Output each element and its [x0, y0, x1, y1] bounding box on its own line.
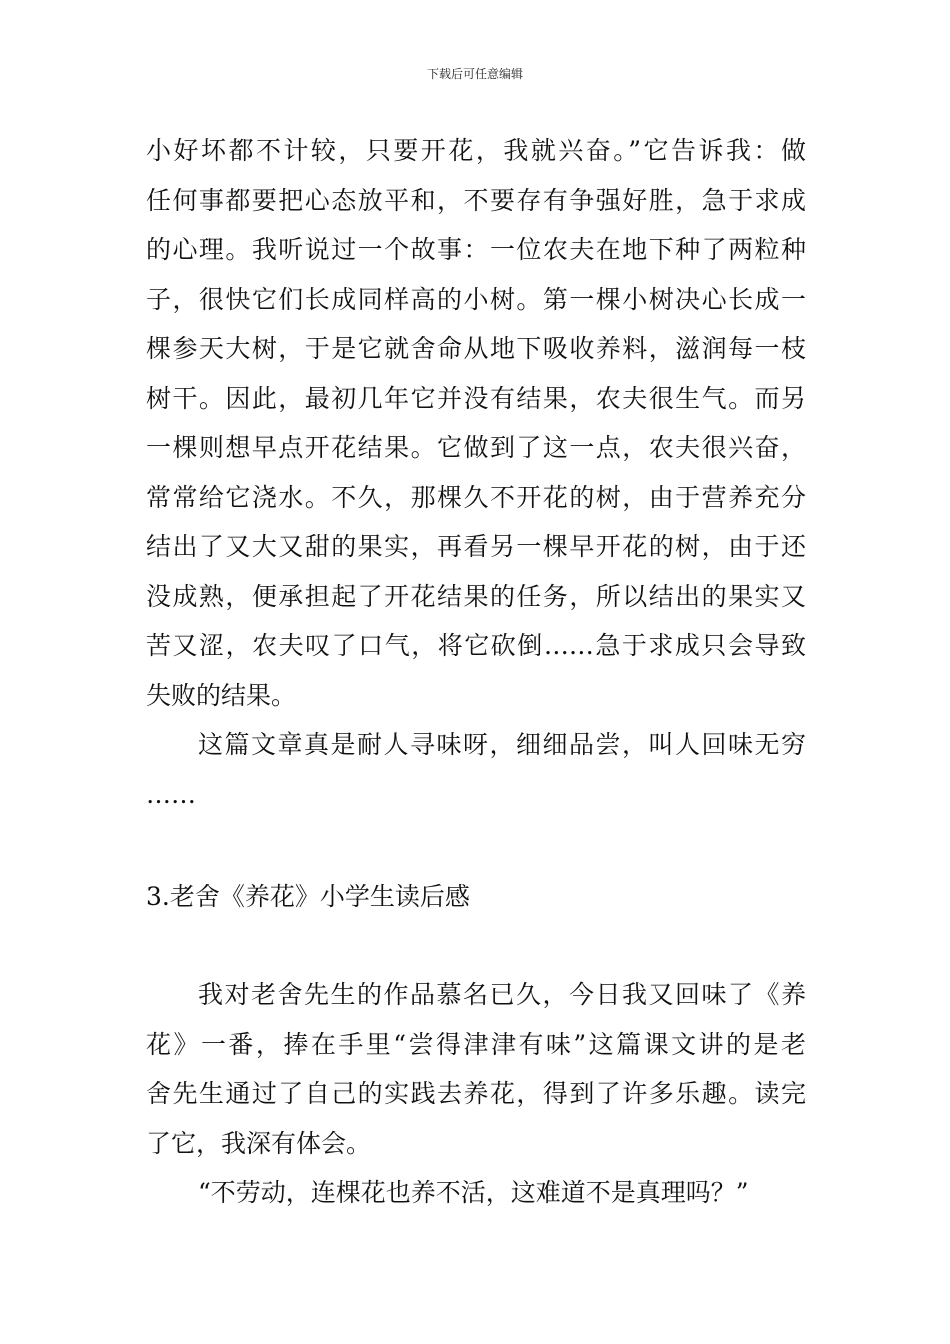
text-line: 没成熟，便承担起了开花结果的任务，所以结出的果实又: [146, 581, 806, 611]
text-line: 花》一番，捧在手里“尝得津津有味”这篇课文讲的是老: [146, 1029, 806, 1059]
text-line: 的心理。我听说过一个故事：一位农夫在地下种了两粒种: [146, 235, 806, 264]
text-line: 子，很快它们长成同样高的小树。第一棵小树决心长成一: [146, 284, 806, 314]
text-line: 棵参天大树，于是它就舍命从地下吸收养料，滋润每一枝: [146, 334, 806, 363]
text-line: 苦又涩，农夫叹了口气，将它砍倒……急于求成只会导致: [146, 631, 806, 660]
text-line: ……: [146, 779, 196, 809]
text-line: 舍先生通过了自己的实践去养花，得到了许多乐趣。读完: [146, 1079, 806, 1108]
section-heading: 3.老舍《养花》小学生读后感: [146, 882, 470, 911]
story-paragraph-block: [146, 126, 806, 819]
text-line: 一棵则想早点开花结果。它做到了这一点，农夫很兴奋，: [146, 433, 806, 462]
quote-paragraph-block: [146, 1168, 806, 1218]
text-line: 这篇文章真是耐人寻味呀，细细品尝，叫人回味无穷: [198, 730, 806, 759]
text-line: 失败的结果。: [146, 680, 297, 710]
text-line: 了它，我深有体会。: [146, 1128, 372, 1158]
text-line: 任何事都要把心态放平和，不要存有争强好胜，急于求成: [146, 185, 806, 215]
text-line: 小好坏都不计较，只要开花，我就兴奋。”它告诉我：做: [146, 136, 806, 165]
text-line: 树干。因此，最初几年它并没有结果，农夫很生气。而另: [146, 383, 806, 413]
review-paragraph-block: [146, 970, 806, 1168]
text-line: 结出了又大又甜的果实，再看另一棵早开花的树，由于还: [146, 532, 806, 561]
text-line: “不劳动，连棵花也养不活，这难道不是真理吗？”: [198, 1178, 749, 1207]
page-header: 下载后可任意编辑: [426, 67, 523, 81]
text-line: 我对老舍先生的作品慕名已久，今日我又回味了《养: [198, 980, 806, 1009]
text-line: 常常给它浇水。不久，那棵久不开花的树，由于营养充分: [146, 482, 806, 512]
